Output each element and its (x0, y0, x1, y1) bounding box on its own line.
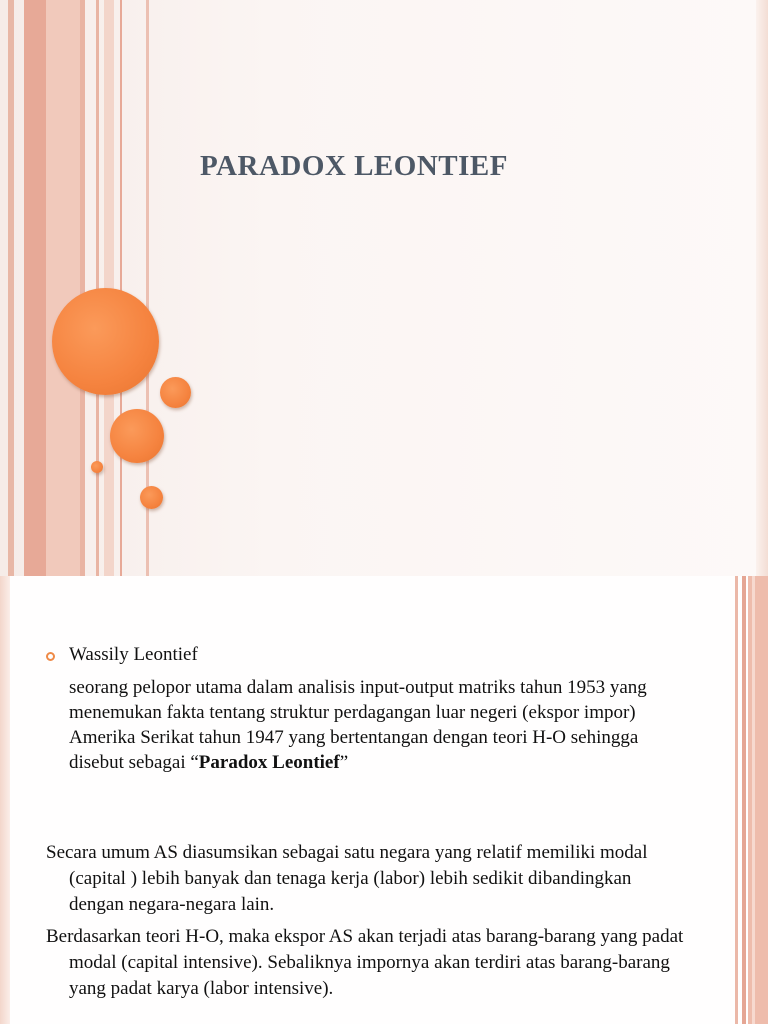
bullet-description (69, 675, 659, 775)
decorative-circle-small (140, 486, 163, 509)
decorative-stripe (8, 0, 14, 576)
bullet-ring-icon (46, 652, 55, 661)
decorative-circle-large (52, 288, 159, 395)
decorative-stripe (46, 0, 80, 576)
decorative-circle-medium (110, 409, 164, 463)
description-text: seorang pelopor utama dalam analisis input-output matriks tahun 1953 yang menemukan fakta tentang struktur perdagangan luar negeri (ekspor impor) Amerika Serikat tahun 1947 yang bertentangan dengan teori H-O sehingga disebut sebagai “ (69, 677, 647, 773)
left-edge-gradient (0, 576, 10, 1024)
paragraph-ho-theory: Berdasarkan teori H-O, maka ekspor AS akan terjadi atas barang-barang yang padat modal (capital intensive). Sebaliknya impornya akan terdiri atas barang-barang yang padat karya (labor intensive). (46, 926, 684, 999)
decorative-circle-small (160, 377, 191, 408)
decorative-stripe (742, 576, 746, 1024)
bullet-item (46, 644, 198, 666)
decorative-stripe (752, 576, 755, 1024)
decorative-stripe (120, 0, 122, 576)
content-slide (0, 576, 768, 1024)
right-edge-gradient (756, 0, 768, 576)
decorative-circle-tiny (91, 461, 103, 473)
bullet-heading: Wassily Leontief (69, 644, 198, 665)
paragraph-assumption: Secara umum AS diasumsikan sebagai satu negara yang relatif memiliki modal (capital ) lebih banyak dan tenaga kerja (labor) lebih sedikit dibandingkan dengan negara-negara lain. (46, 842, 648, 915)
decorative-stripe (24, 0, 46, 576)
slide-title: PARADOX LEONTIEF (200, 150, 508, 182)
description-close-quote: ” (339, 752, 349, 773)
decorative-stripe (80, 0, 85, 576)
description-emphasis: Paradox Leontief (198, 752, 340, 773)
decorative-stripe (735, 576, 738, 1024)
decorative-stripe (748, 576, 768, 1024)
